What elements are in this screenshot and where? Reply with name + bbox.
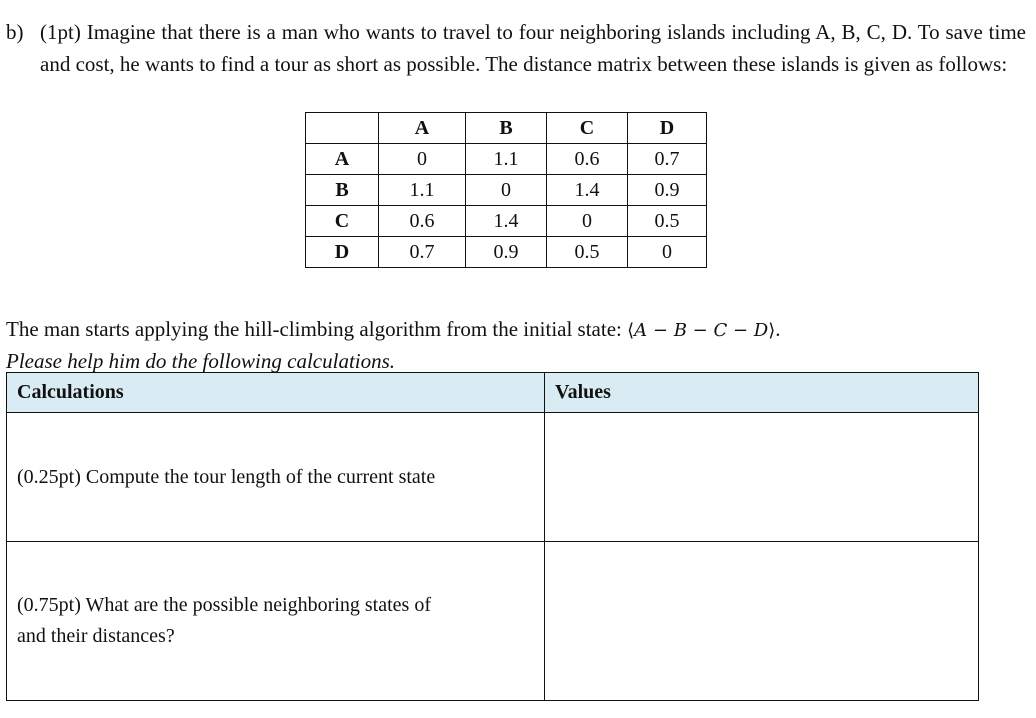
state-node: A	[634, 320, 648, 341]
matrix-cell: 0	[628, 237, 707, 268]
calc-row	[7, 542, 979, 701]
calc-task-text-line1: (0.75pt) What are the possible neighboring states of	[17, 594, 431, 616]
matrix-row	[306, 144, 707, 175]
question-text: (1pt) Imagine that there is a man who wants to travel to four neighboring islands including A, B, C, D. To save time and cost, he wants to find a tour as short as possible. The distance matrix between these islands is given as follows:	[40, 20, 1026, 76]
state-separator: −	[647, 320, 674, 341]
matrix-cell: 1.1	[466, 144, 547, 175]
matrix-header-row	[306, 113, 707, 144]
matrix-column-header: A	[379, 113, 466, 144]
matrix-row	[306, 206, 707, 237]
matrix-cell: 1.1	[379, 175, 466, 206]
intro-block	[6, 314, 780, 377]
intro-period: .	[775, 317, 781, 341]
help-text: Please help him do the following calculations.	[6, 349, 396, 373]
state-node: C	[713, 320, 728, 341]
calculations-header: Calculations	[7, 373, 545, 413]
matrix-row-header: A	[306, 144, 379, 175]
matrix-row	[306, 175, 707, 206]
state-separator: −	[686, 320, 714, 341]
distance-matrix	[305, 112, 707, 268]
matrix-cell: 0	[547, 206, 628, 237]
matrix-column-header: D	[628, 113, 707, 144]
state-separator: −	[727, 320, 754, 341]
value-answer-cell[interactable]	[545, 542, 979, 701]
calculations-table	[6, 372, 979, 701]
calc-task-cell	[7, 542, 545, 701]
matrix-cell: 0.7	[628, 144, 707, 175]
calc-header-row	[7, 373, 979, 413]
matrix-cell: 0.5	[547, 237, 628, 268]
matrix-column-header: C	[547, 113, 628, 144]
matrix-cell: 0.7	[379, 237, 466, 268]
state-open-bracket: ⟨	[627, 320, 635, 341]
question-marker: b)	[6, 20, 24, 44]
value-answer-cell[interactable]	[545, 413, 979, 542]
initial-state	[627, 320, 775, 341]
intro-line	[6, 314, 780, 346]
matrix-cell: 0	[379, 144, 466, 175]
calc-task-text: (0.25pt) Compute the tour length of the current state	[17, 465, 436, 488]
state-close-bracket: ⟩	[768, 320, 776, 341]
state-node: D	[753, 320, 769, 341]
calc-task-text-line2: and their distances?	[17, 625, 175, 647]
matrix-cell: 0.6	[547, 144, 628, 175]
intro-text: The man starts applying the hill-climbing algorithm from the initial state:	[6, 317, 622, 341]
matrix-cell: 0.9	[466, 237, 547, 268]
matrix-cell: 0	[466, 175, 547, 206]
matrix-cell: 1.4	[466, 206, 547, 237]
question-block	[6, 16, 1026, 80]
matrix-column-header: B	[466, 113, 547, 144]
matrix-row-header: D	[306, 237, 379, 268]
matrix-cell: 1.4	[547, 175, 628, 206]
matrix-cell: 0.5	[628, 206, 707, 237]
matrix-cell: 0.9	[628, 175, 707, 206]
matrix-row	[306, 237, 707, 268]
calc-task-cell	[7, 413, 545, 542]
matrix-row-header: B	[306, 175, 379, 206]
state-node: B	[673, 320, 687, 341]
values-header: Values	[545, 373, 979, 413]
calc-row	[7, 413, 979, 542]
matrix-corner-cell	[306, 113, 379, 144]
matrix-row-header: C	[306, 206, 379, 237]
matrix-cell: 0.6	[379, 206, 466, 237]
